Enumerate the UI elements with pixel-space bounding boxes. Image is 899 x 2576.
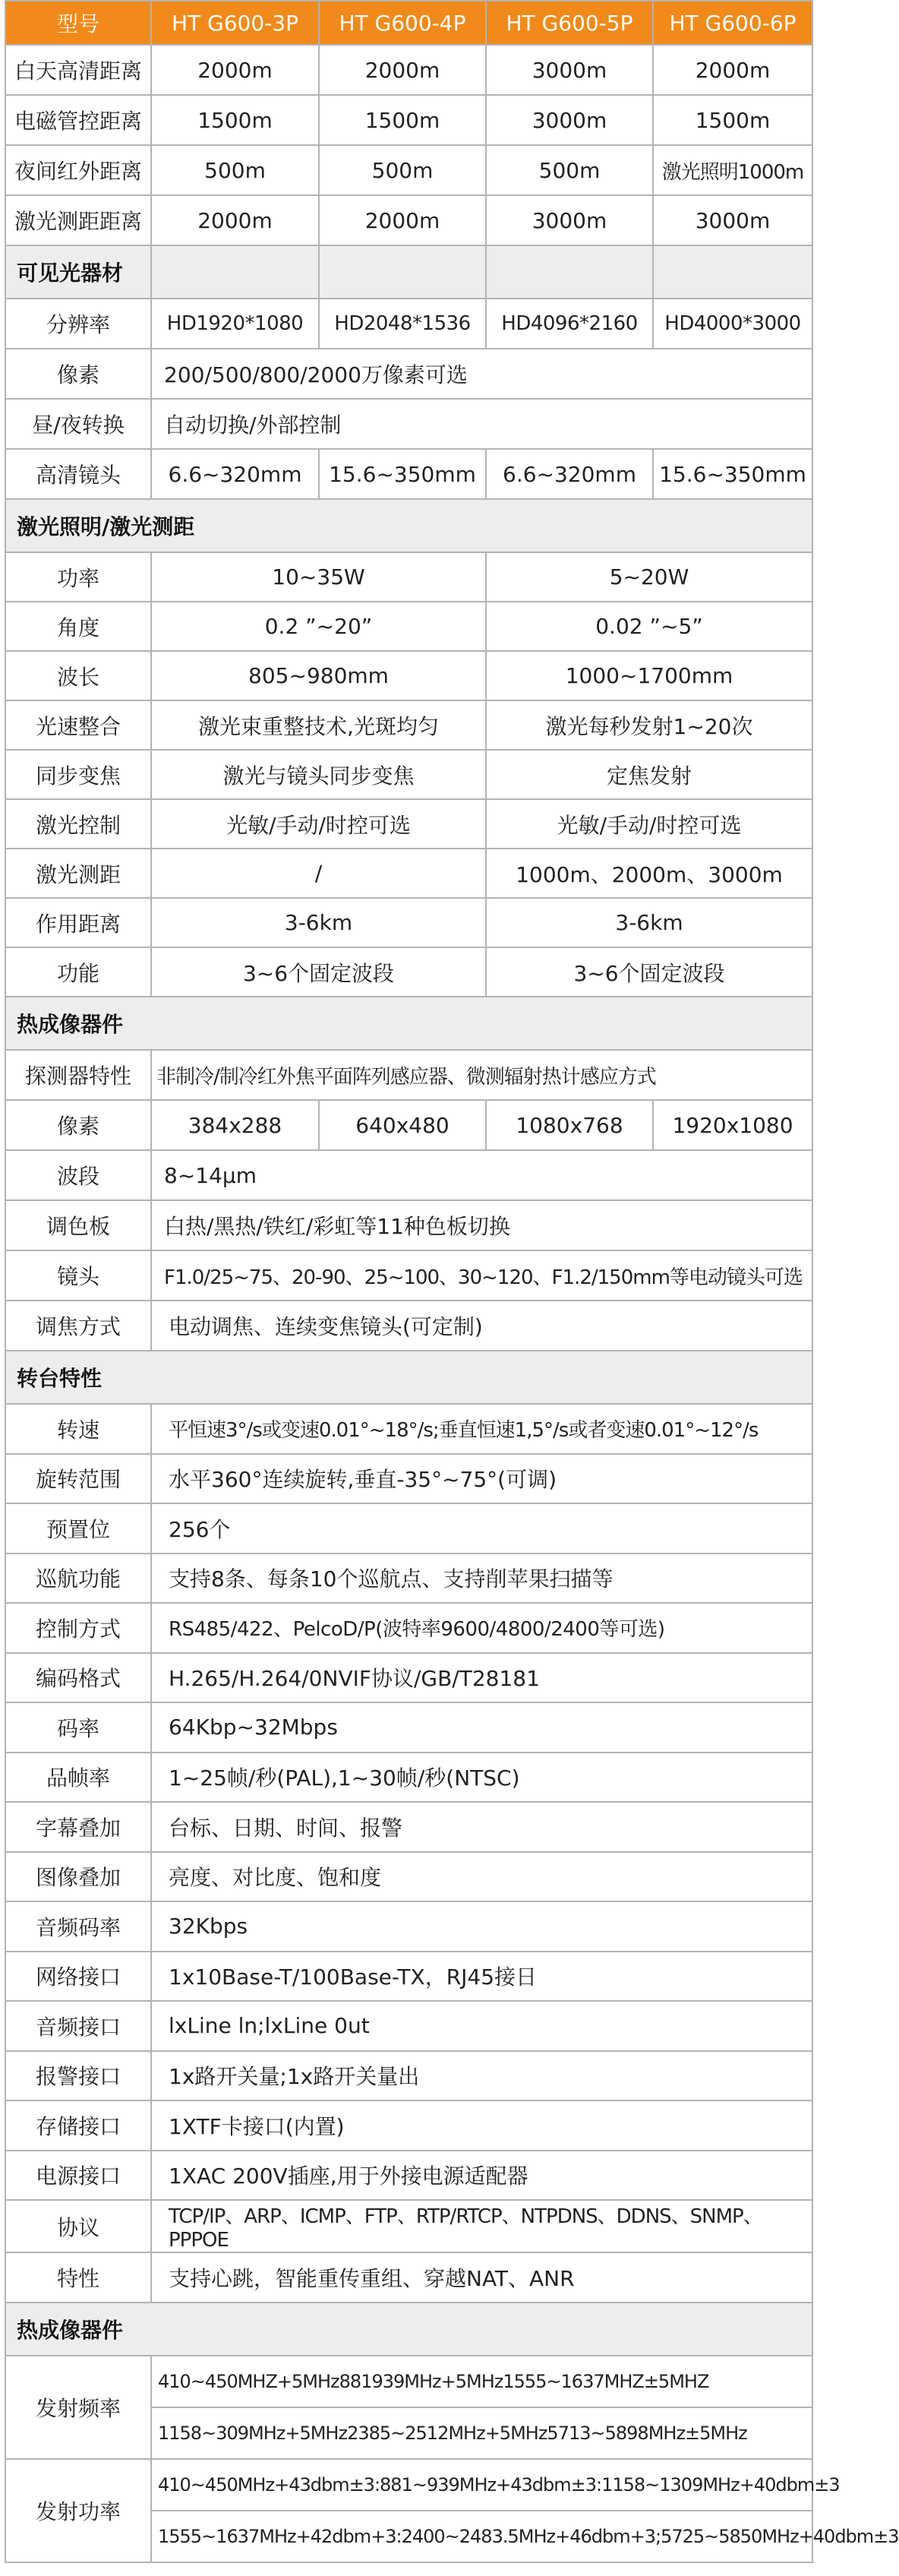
table-row xyxy=(5,1702,812,1753)
row-label: 激光测距距离 xyxy=(5,195,151,245)
table-row xyxy=(5,449,812,499)
table-row xyxy=(5,849,812,898)
table-row xyxy=(5,2100,812,2151)
table-row xyxy=(5,45,812,95)
table-row xyxy=(5,1554,812,1604)
cell: 激光照明1000m xyxy=(653,145,812,195)
cell: 1XAC 200V插座,用于外接电源适配器 xyxy=(151,2151,812,2201)
section-title: 热成像器件 xyxy=(5,2303,812,2356)
cell: 410~450MHz+43dbm±3:881~939MHz+43dbm±3:1158~1309MHz+40dbm±3 xyxy=(151,2459,812,2511)
cell: / xyxy=(151,849,486,898)
header-6p: HT G600-6P xyxy=(653,1,812,45)
table-row xyxy=(5,399,812,449)
row-label: 白天高清距离 xyxy=(5,45,151,95)
table-row xyxy=(5,602,812,651)
cell: 台标、日期、时间、报警 xyxy=(151,1802,812,1852)
cell: 3000m xyxy=(653,195,812,245)
cell: lxLine ln;lxLine 0ut xyxy=(151,2001,812,2051)
section-title: 激光照明/激光测距 xyxy=(5,499,812,552)
row-label: 分辨率 xyxy=(5,299,151,349)
header-3p: HT G600-3P xyxy=(151,1,319,45)
table-row xyxy=(5,1301,812,1351)
table-row xyxy=(5,1050,812,1100)
cell: 2000m xyxy=(319,45,486,95)
cell: 激光每秒发射1~20次 xyxy=(486,700,812,750)
cell: 光敏/手动/时控可选 xyxy=(151,799,486,849)
row-label: 角度 xyxy=(5,602,151,651)
table-row xyxy=(5,145,812,195)
section-header xyxy=(5,997,812,1050)
cell: 1500m xyxy=(319,95,486,145)
cell: HD1920*1080 xyxy=(151,299,319,349)
table-row xyxy=(5,2459,812,2511)
cell: 3000m xyxy=(486,95,653,145)
cell: 电动调焦、连续变焦镜头(可定制) xyxy=(151,1301,812,1351)
cell: 6.6~320mm xyxy=(151,449,319,499)
cell: 2000m xyxy=(151,45,319,95)
row-label: 码率 xyxy=(5,1702,151,1753)
section-title: 转台特性 xyxy=(5,1351,812,1404)
row-label: 像素 xyxy=(5,1100,151,1150)
table-row xyxy=(5,1250,812,1301)
row-label: 音频接口 xyxy=(5,2001,151,2051)
cell: HD4096*2160 xyxy=(486,299,653,349)
cell: 非制冷/制冷红外焦平面阵列感应器、微测辐射热计感应方式 xyxy=(151,1050,812,1100)
cell: 亮度、对比度、饱和度 xyxy=(151,1852,812,1902)
section-title: 可见光器材 xyxy=(5,245,151,299)
row-label: 夜间红外距离 xyxy=(5,145,151,195)
cell: 白热/黑热/铁红/彩虹等11种色板切换 xyxy=(151,1200,812,1250)
table-row xyxy=(5,1852,812,1902)
table-row xyxy=(5,1653,812,1703)
section-header xyxy=(5,2303,812,2356)
row-label: 探测器特性 xyxy=(5,1050,151,1100)
row-label: 巡航功能 xyxy=(5,1554,151,1604)
header-model: 型号 xyxy=(5,1,151,45)
row-label: 发射功率 xyxy=(5,2459,151,2562)
row-label: 协议 xyxy=(5,2200,151,2252)
table-row xyxy=(5,2151,812,2201)
table-row xyxy=(5,1503,812,1554)
section-title: 热成像器件 xyxy=(5,997,812,1050)
row-label: 光速整合 xyxy=(5,700,151,750)
row-label: 网络接口 xyxy=(5,1952,151,2002)
row-label: 预置位 xyxy=(5,1503,151,1554)
row-label: 激光测距 xyxy=(5,849,151,898)
row-label: 像素 xyxy=(5,349,151,399)
cell: 6.6~320mm xyxy=(486,449,653,499)
cell: 2000m xyxy=(653,45,812,95)
cell: 3-6km xyxy=(486,898,812,947)
row-label: 特性 xyxy=(5,2252,151,2303)
cell: 10~35W xyxy=(151,552,486,602)
table-row xyxy=(5,95,812,145)
cell: 1080x768 xyxy=(486,1100,653,1150)
spec-table xyxy=(5,0,899,2563)
table-row xyxy=(5,1802,812,1852)
cell: 384x288 xyxy=(151,1100,319,1150)
table-row xyxy=(5,1404,812,1454)
header-5p: HT G600-5P xyxy=(486,1,653,45)
cell: RS485/422、PelcoD/P(波特率9600/4800/2400等可选) xyxy=(151,1603,812,1653)
cell: 1x10Base-T/100Base-TX，RJ45接日 xyxy=(151,1952,812,2002)
row-label: 图像叠加 xyxy=(5,1852,151,1902)
section-header xyxy=(5,1351,812,1404)
table-row xyxy=(5,1753,812,1803)
header-row xyxy=(5,1,812,45)
cell: 0.2 ”~20” xyxy=(151,602,486,651)
cell: 1000~1700mm xyxy=(486,651,812,700)
table-row xyxy=(5,195,812,245)
cell: 2000m xyxy=(151,195,319,245)
row-label: 字幕叠加 xyxy=(5,1802,151,1852)
cell: 2000m xyxy=(319,195,486,245)
table-row xyxy=(5,1952,812,2002)
cell: 500m xyxy=(151,145,319,195)
cell: 3000m xyxy=(486,45,653,95)
cell: 32Kbps xyxy=(151,1901,812,1952)
table-row xyxy=(5,651,812,700)
table-row xyxy=(5,700,812,750)
cell: 激光与镜头同步变焦 xyxy=(151,750,486,799)
table-row xyxy=(5,1200,812,1250)
cell: 1~25帧/秒(PAL),1~30帧/秒(NTSC) xyxy=(151,1753,812,1803)
cell: 3000m xyxy=(486,195,653,245)
row-label: 功率 xyxy=(5,552,151,602)
cell: 15.6~350mm xyxy=(653,449,812,499)
table-row xyxy=(5,2252,812,2303)
table-row xyxy=(5,799,812,849)
table-row xyxy=(5,2001,812,2051)
row-label: 电磁管控距离 xyxy=(5,95,151,145)
cell: 500m xyxy=(486,145,653,195)
row-label: 旋转范围 xyxy=(5,1454,151,1504)
row-label: 调色板 xyxy=(5,1200,151,1250)
cell: 256个 xyxy=(151,1503,812,1554)
cell: 支持心跳，智能重传重组、穿越NAT、ANR xyxy=(151,2252,812,2303)
row-label: 同步变焦 xyxy=(5,750,151,799)
row-label: 转速 xyxy=(5,1404,151,1454)
row-label: 波长 xyxy=(5,651,151,700)
cell: 64Kbp~32Mbps xyxy=(151,1702,812,1753)
cell: 0.02 ”~5” xyxy=(486,602,812,651)
cell: F1.0/25~75、20-90、25~100、30~120、F1.2/150mm等电动镜头可选 xyxy=(151,1250,812,1301)
table-row xyxy=(5,1603,812,1653)
row-label: 高清镜头 xyxy=(5,449,151,499)
table-row xyxy=(5,1901,812,1952)
table-row xyxy=(5,1454,812,1504)
row-label: 作用距离 xyxy=(5,898,151,947)
cell: 500m xyxy=(319,145,486,195)
cell: 1500m xyxy=(653,95,812,145)
cell: 5~20W xyxy=(486,552,812,602)
cell: 8~14μm xyxy=(151,1150,812,1200)
table-row xyxy=(5,552,812,602)
cell: 水平360°连续旋转,垂直-35°~75°(可调) xyxy=(151,1454,812,1504)
cell: HD2048*1536 xyxy=(319,299,486,349)
section-header xyxy=(5,499,812,552)
row-label: 昼/夜转换 xyxy=(5,399,151,449)
row-label: 镜头 xyxy=(5,1250,151,1301)
cell: 1555~1637MHz+42dbm+3:2400~2483.5MHz+46dbm+3;5725~5850MHz+40dbm±3 xyxy=(151,2511,812,2562)
cell: 自动切换/外部控制 xyxy=(151,399,812,449)
cell: 平恒速3°/s或变速0.01°~18°/s;垂直恒速1,5°/s或者变速0.01°~12°/s xyxy=(151,1404,812,1454)
table-row xyxy=(5,1100,812,1150)
cell: 805~980mm xyxy=(151,651,486,700)
row-label: 波段 xyxy=(5,1150,151,1200)
cell: 光敏/手动/时控可选 xyxy=(486,799,812,849)
row-label: 存储接口 xyxy=(5,2100,151,2151)
cell: 支持8条、每条10个巡航点、支持削苹果扫描等 xyxy=(151,1554,812,1604)
cell: TCP/IP、ARP、ICMP、FTP、RTP/RTCP、NTPDNS、DDNS、SNMP、PPPOE xyxy=(151,2200,812,2252)
table-row xyxy=(5,2200,812,2252)
section-header xyxy=(5,245,812,299)
cell: 1x路开关量;1x路开关量出 xyxy=(151,2051,812,2101)
cell: HD4000*3000 xyxy=(653,299,812,349)
row-label: 功能 xyxy=(5,947,151,997)
cell: 3-6km xyxy=(151,898,486,947)
cell: 15.6~350mm xyxy=(319,449,486,499)
table-row xyxy=(5,2356,812,2407)
row-label: 报警接口 xyxy=(5,2051,151,2101)
cell: 3~6个固定波段 xyxy=(486,947,812,997)
header-4p: HT G600-4P xyxy=(319,1,486,45)
cell: 3~6个固定波段 xyxy=(151,947,486,997)
table-row xyxy=(5,750,812,799)
cell: 200/500/800/2000万像素可选 xyxy=(151,349,812,399)
row-label: 发射频率 xyxy=(5,2356,151,2459)
table-row xyxy=(5,299,812,349)
cell: H.265/H.264/0NVIF协议/GB/T28181 xyxy=(151,1653,812,1703)
row-label: 激光控制 xyxy=(5,799,151,849)
table-row xyxy=(5,947,812,997)
row-label: 编码格式 xyxy=(5,1653,151,1703)
cell: 1920x1080 xyxy=(653,1100,812,1150)
row-label: 调焦方式 xyxy=(5,1301,151,1351)
table-row xyxy=(5,2051,812,2101)
row-label: 音频码率 xyxy=(5,1901,151,1952)
row-label: 电源接口 xyxy=(5,2151,151,2201)
cell: 1000m、2000m、3000m xyxy=(486,849,812,898)
table-row xyxy=(5,1150,812,1200)
table-row xyxy=(5,349,812,399)
cell: 640x480 xyxy=(319,1100,486,1150)
row-label: 品帧率 xyxy=(5,1753,151,1803)
row-label: 控制方式 xyxy=(5,1603,151,1653)
cell: 410~450MHZ+5MHz881939MHz+5MHz1555~1637MHZ±5MHZ xyxy=(151,2356,812,2407)
cell: 1XTF卡接口(内置) xyxy=(151,2100,812,2151)
cell: 定焦发射 xyxy=(486,750,812,799)
cell: 1500m xyxy=(151,95,319,145)
table-row xyxy=(5,898,812,947)
cell: 1158~309MHz+5MHz2385~2512MHz+5MHz5713~5898MHz±5MHz xyxy=(151,2407,812,2459)
cell: 激光束重整技术,光斑均匀 xyxy=(151,700,486,750)
